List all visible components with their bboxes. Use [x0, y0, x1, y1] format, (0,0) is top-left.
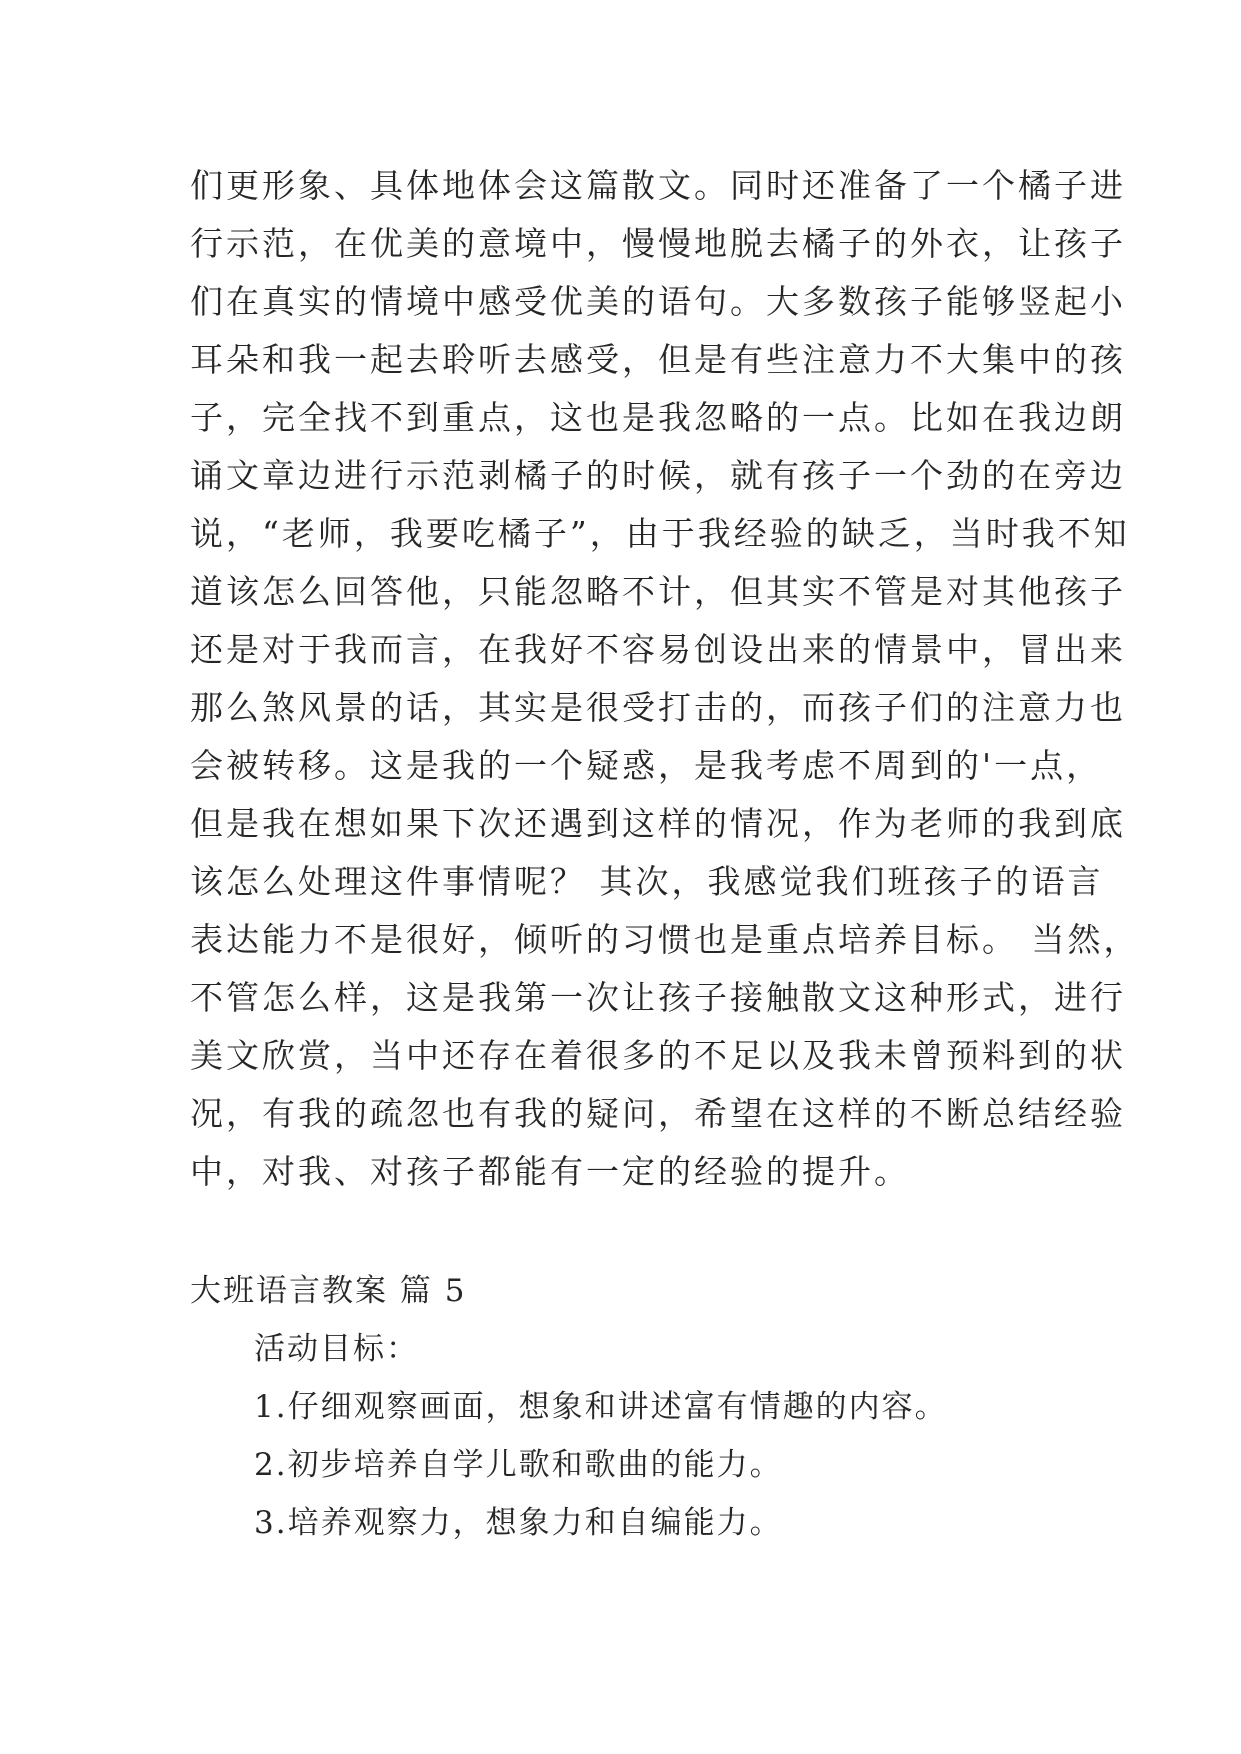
paragraph-line: 们在真实的情境中感受优美的语句。大多数孩子能够竖起小 [190, 282, 1126, 321]
paragraph-line: 美文欣赏，当中还存在着很多的不足以及我未曾预料到的状 [190, 1036, 1126, 1075]
paragraph-line: 中，对我、对孩子都能有一定的经验的提升。 [190, 1152, 910, 1191]
paragraph-line: 说，“老师，我要吃橘子”，由于我经验的缺乏，当时我不知 [190, 514, 1130, 553]
paragraph-line: 那么煞风景的话，其实是很受打击的，而孩子们的注意力也 [190, 688, 1126, 727]
goal-item: 2.初步培养自学儿歌和歌曲的能力。 [254, 1447, 783, 1483]
lesson-plan-section [190, 1262, 1070, 1552]
paragraph-line: 该怎么处理这件事情呢？ 其次，我感觉我们班孩子的语言 [190, 862, 1104, 901]
paragraph-line: 行示范，在优美的意境中，慢慢地脱去橘子的外衣，让孩子 [190, 224, 1126, 263]
reflection-paragraph [190, 157, 1140, 1201]
paragraph-line: 道该怎么回答他，只能忽略不计，但其实不管是对其他孩子 [190, 572, 1126, 611]
paragraph-line: 们更形象、具体地体会这篇散文。同时还准备了一个橘子进 [190, 166, 1126, 205]
goal-item: 3.培养观察力，想象力和自编能力。 [254, 1505, 783, 1541]
paragraph-line: 还是对于我而言，在我好不容易创设出来的情景中，冒出来 [190, 630, 1126, 669]
paragraph-line: 况，有我的疏忽也有我的疑问，希望在这样的不断总结经验 [190, 1094, 1126, 1133]
paragraph-line: 会被转移。这是我的一个疑惑，是我考虑不周到的'一点， [190, 746, 1103, 785]
paragraph-line: 诵文章边进行示范剥橘子的时候，就有孩子一个劲的在旁边 [190, 456, 1126, 495]
goals-label: 活动目标： [254, 1331, 419, 1367]
paragraph-line: 耳朵和我一起去聆听去感受，但是有些注意力不大集中的孩 [190, 340, 1126, 379]
paragraph-line: 子，完全找不到重点，这也是我忽略的一点。比如在我边朗 [190, 398, 1126, 437]
section-heading: 大班语言教案 篇 5 [190, 1273, 467, 1309]
paragraph-line: 表达能力不是很好，倾听的习惯也是重点培养目标。 当然， [190, 920, 1140, 959]
paragraph-line: 不管怎么样，这是我第一次让孩子接触散文这种形式，进行 [190, 978, 1126, 1017]
paragraph-line: 但是我在想如果下次还遇到这样的情况，作为老师的我到底 [190, 804, 1126, 843]
goal-item: 1.仔细观察画面，想象和讲述富有情趣的内容。 [254, 1389, 948, 1425]
